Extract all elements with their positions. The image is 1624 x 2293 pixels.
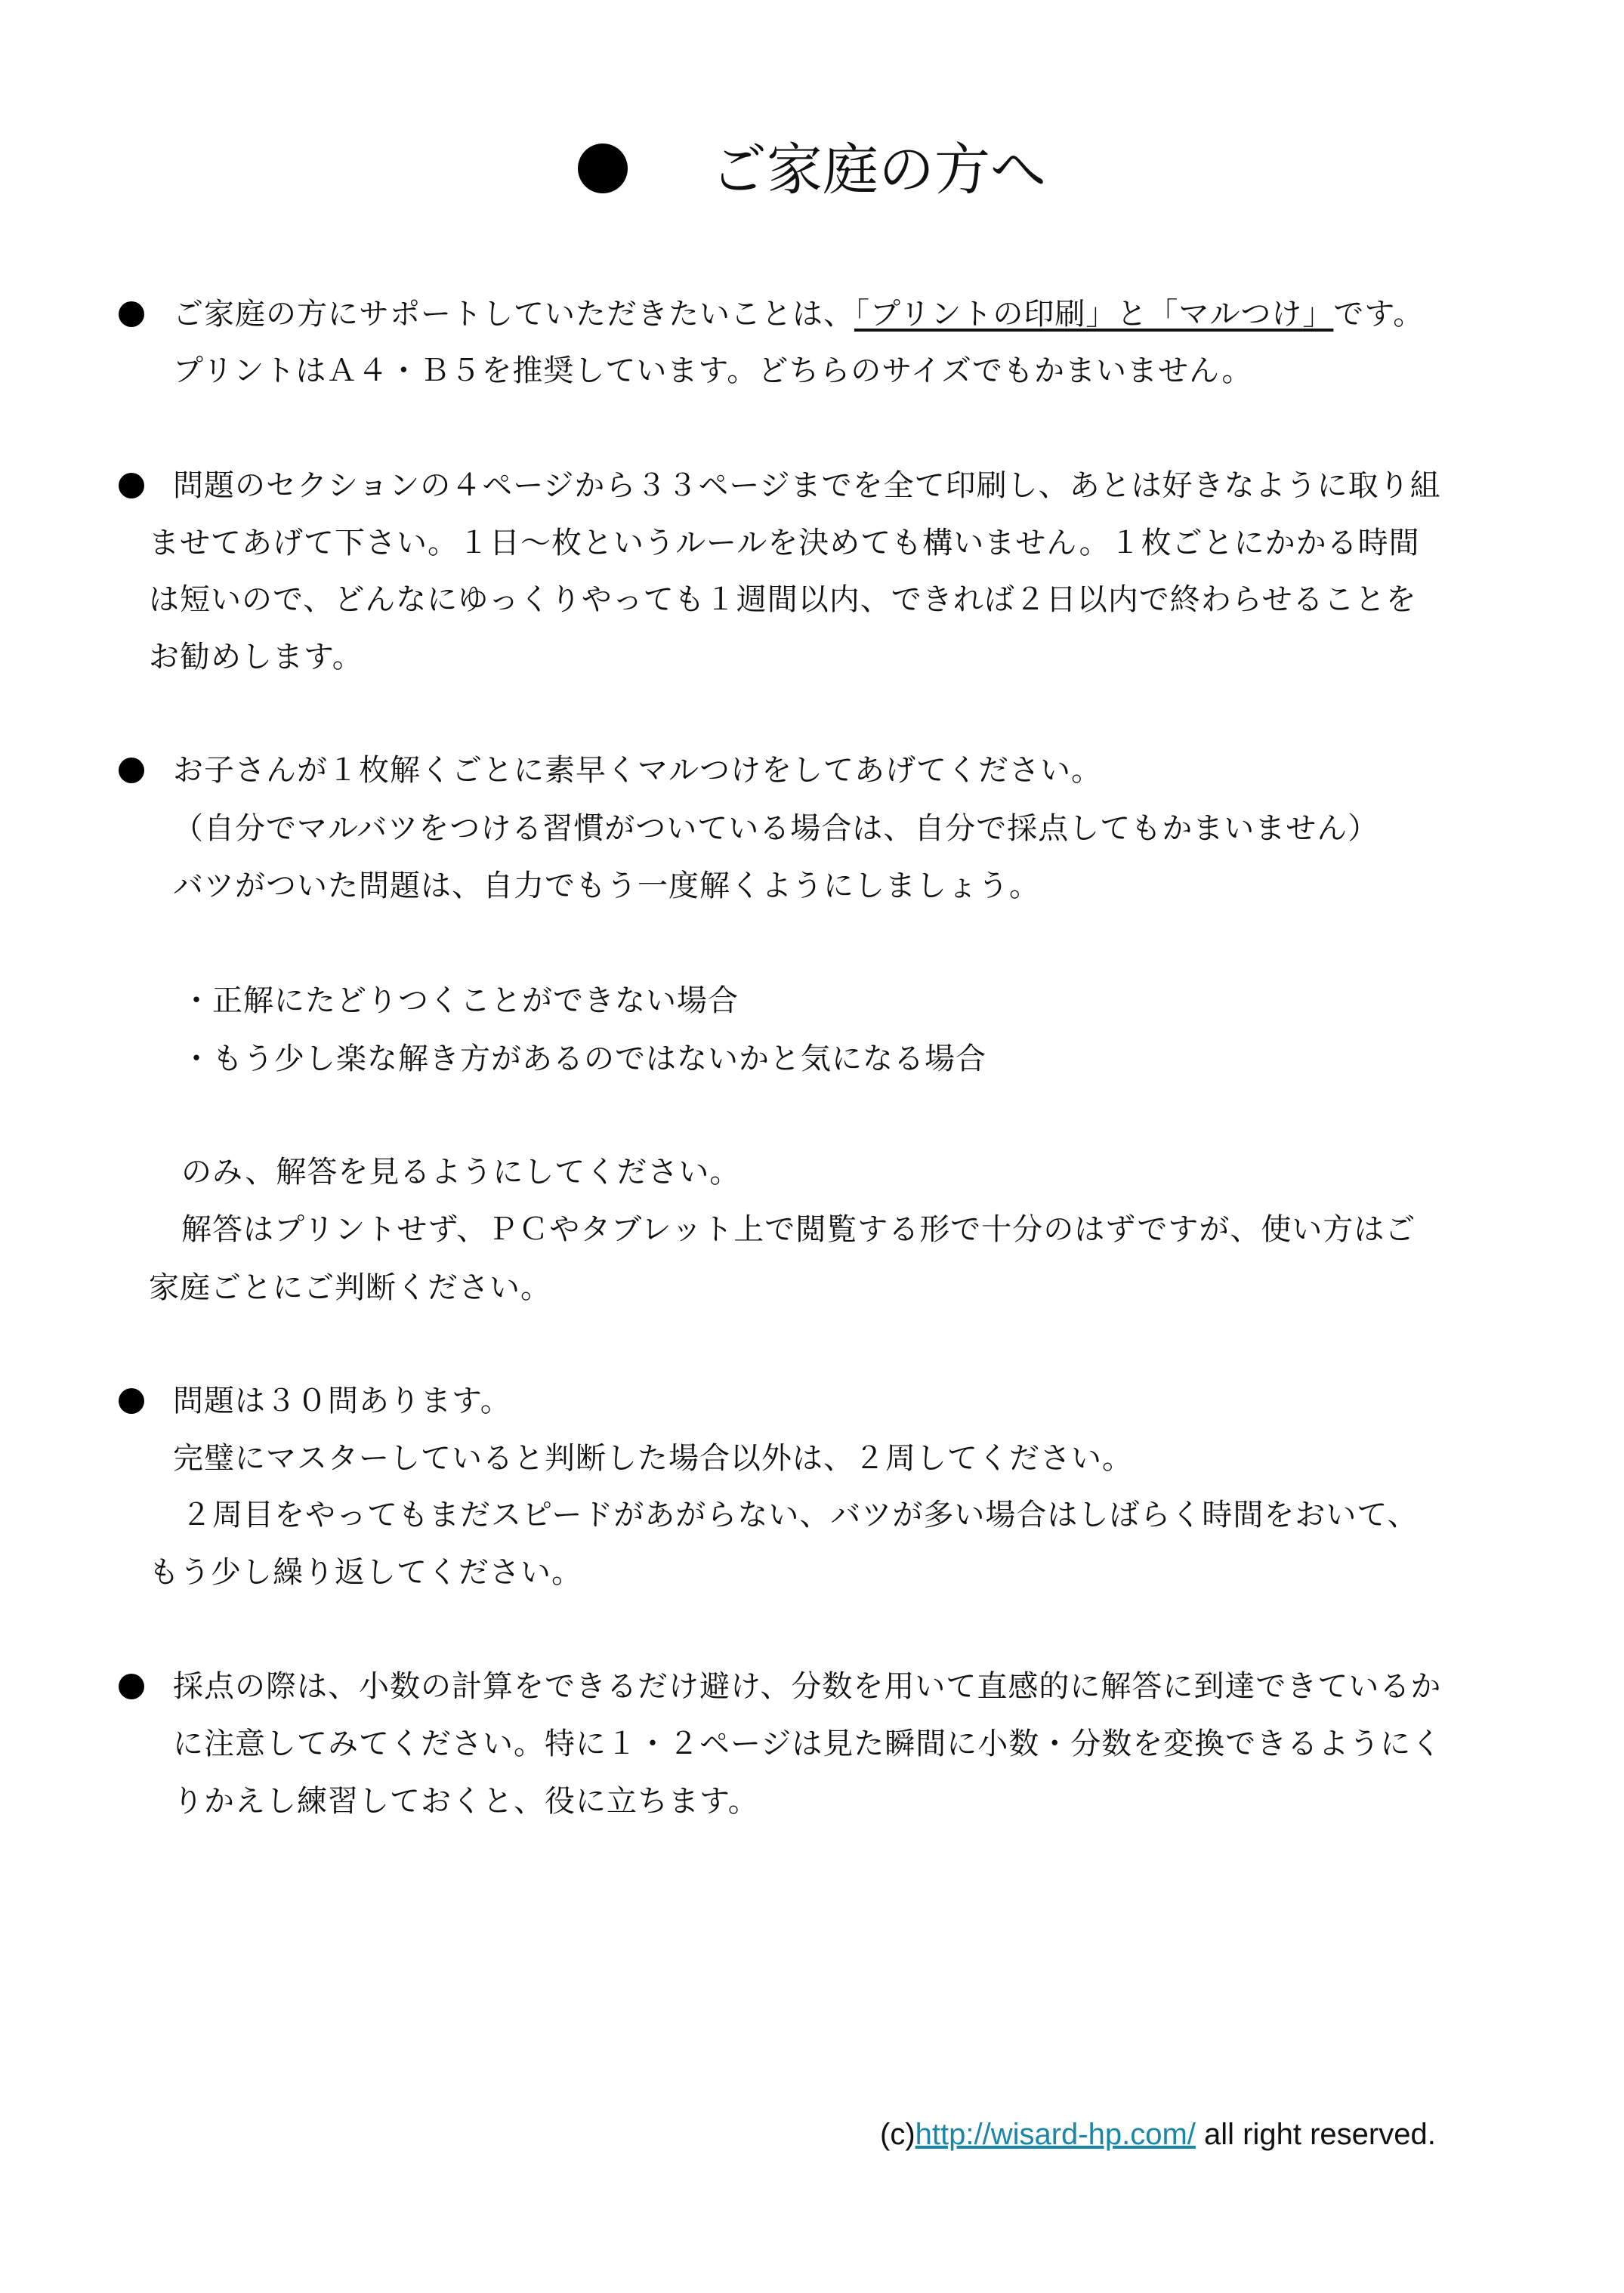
section-2-line: 問題のセクションの４ページから３３ページまでを全て印刷し、あとは好きなように取り組 bbox=[173, 468, 1441, 503]
underlined-text: 「プリントの印刷」と「マルつけ」 bbox=[854, 297, 1334, 332]
section-4-line: 問題は３０問あります。 bbox=[173, 1384, 511, 1418]
section-2-line: は短いので、どんなにゆっくりやっても１週間以内、できれば２日以内で終わらせることを bbox=[149, 582, 1417, 617]
bullet-icon bbox=[119, 473, 144, 498]
bullet-icon bbox=[119, 758, 144, 783]
website-link[interactable]: http://wisard-hp.com/ bbox=[915, 2118, 1196, 2151]
bullet-icon bbox=[119, 1674, 144, 1699]
text: です。 bbox=[1333, 297, 1425, 332]
copyright-prefix: (c) bbox=[880, 2118, 915, 2151]
page-title bbox=[0, 134, 1624, 205]
section-3-line: 解答はプリントせず、ＰＣやタブレット上で閲覧する形で十分のはずですが、使い方はご bbox=[181, 1212, 1416, 1247]
section-4-line: ２周目をやってもまだスピードがあがらない、バツが多い場合はしばらく時間をおいて、 bbox=[181, 1498, 1419, 1532]
section-3-line: バツがついた問題は、自力でもう一度解くようにしましょう。 bbox=[173, 869, 1040, 903]
title-text: ご家庭の方へ bbox=[711, 137, 1046, 202]
section-2-line: お勧めします。 bbox=[149, 640, 363, 674]
section-3-list-item: ・正解にたどりつくことができない場合 bbox=[181, 983, 739, 1018]
copyright-suffix: all right reserved. bbox=[1195, 2118, 1436, 2151]
section-1-line-2: プリントはＡ４・Ｂ５を推奨しています。どちらのサイズでもかまいません。 bbox=[173, 353, 1253, 388]
section-3-list-item: ・もう少し楽な解き方があるのではないかと気になる場合 bbox=[181, 1042, 986, 1076]
section-4-line: もう少し繰り返してください。 bbox=[149, 1555, 582, 1590]
section-3-line: のみ、解答を見るようにしてください。 bbox=[181, 1155, 741, 1190]
text: ご家庭の方にサポートしていただきたいことは、 bbox=[173, 297, 854, 332]
section-2-line: ませてあげて下さい。１日～枚というルールを決めても構いません。１枚ごとにかかる時間 bbox=[149, 526, 1420, 560]
section-1-line-1 bbox=[173, 295, 1424, 334]
section-3-line: （自分でマルバツをつける習慣がついている場合は、自分で採点してもかまいません） bbox=[173, 811, 1379, 846]
bullet-icon bbox=[578, 144, 628, 193]
bullet-icon bbox=[119, 301, 144, 327]
bullet-icon bbox=[119, 1388, 144, 1414]
section-4-line: 完璧にマスターしていると判断した場合以外は、２周してください。 bbox=[173, 1441, 1133, 1476]
section-5-line: 採点の際は、小数の計算をできるだけ避け、分数を用いて直感的に解答に到達できているか bbox=[173, 1669, 1442, 1704]
section-5-line: に注意してみてください。特に１・２ページは見た瞬間に小数・分数を変換できるようにく bbox=[173, 1727, 1443, 1761]
section-5-line: りかえし練習しておくと、役に立ちます。 bbox=[173, 1784, 759, 1819]
copyright-footer bbox=[880, 2115, 1436, 2154]
section-3-line: お子さんが１枚解くごとに素早くマルつけをしてあげてください。 bbox=[173, 753, 1102, 788]
section-3-line: 家庭ごとにご判断ください。 bbox=[149, 1270, 551, 1305]
